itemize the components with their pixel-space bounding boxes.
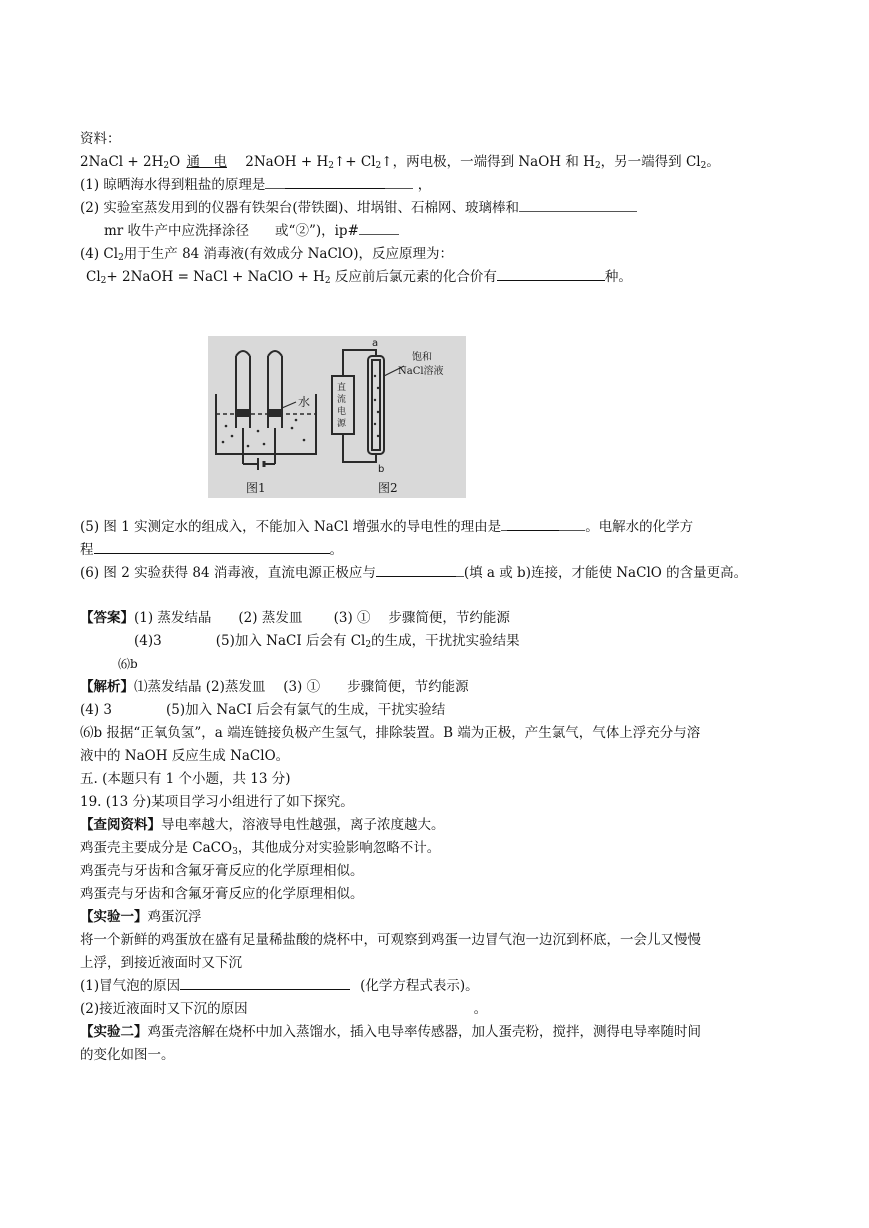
analysis-line-4: 液中的 NaOH 反应生成 NaClO。 (80, 748, 290, 764)
q5-text-b: 。电解水的化学方 (585, 519, 694, 535)
reference-text-1: 导电率越大，溶液导电性越强，离子浓度越大。 (161, 817, 445, 833)
answer-text-2: (4)3 (5)加入 NaCI 后会有 Cl (134, 633, 366, 649)
apparatus-figure (208, 336, 466, 498)
eq-left: 2NaCl + 2H (80, 154, 164, 170)
reference-text-2a: 鸡蛋壳主要成分是 CaCO (80, 840, 233, 856)
q6-text-b: (填 a 或 b)连接，才能使 NaClO 的含量更高。 (463, 565, 748, 581)
exp1-q1-text: (1)冒气泡的原因 (80, 978, 181, 994)
question-4-equation (86, 268, 632, 290)
q5-text-d: 。 (329, 542, 343, 558)
experiment-1-question-1 (80, 977, 479, 995)
q3-text-b: 或“②”)，ip# (275, 223, 359, 239)
answer-blank (285, 176, 385, 189)
eq-left2: O (169, 154, 181, 170)
sub: 3 (232, 847, 238, 857)
question-4 (80, 245, 453, 267)
experiment-1-text-2: 上浮，到接近液面时又下沉 (80, 955, 242, 971)
experiment-2-line-2: 的变化如图一。 (80, 1047, 175, 1063)
blank (265, 176, 285, 189)
analysis-line-1 (80, 678, 469, 696)
question-3 (104, 222, 399, 240)
figure-2-label: 图2 (378, 481, 398, 495)
q6-text-a: (6) 图 2 实验获得 84 消毒液，直流电源正极应与 (80, 565, 376, 581)
figure-1-label: 图1 (246, 481, 266, 495)
eq-sub: 2 (163, 161, 170, 171)
q4-text-b: 用于生产 84 消毒液(有效成分 NaClO)，反应原理为： (123, 246, 453, 262)
experiment-1-text-1: 将一个新鲜的鸡蛋放在盛有足量稀盐酸的烧杯中，可观察到鸡蛋一边冒气泡一边沉到杯底，一会儿又慢慢 (80, 932, 701, 948)
q5-text-a: (5) 图 1 实测定水的组成入，不能加入 NaCl 增强水的导电性的理由是 (80, 519, 502, 535)
reference-label: 【查阅资料】 (80, 817, 161, 833)
analysis-text-1: ⑴蒸发结晶 (2)蒸发皿 (3) ① 步骤简便，节约能源 (134, 679, 469, 695)
blank (559, 518, 585, 531)
experiment-2-label: 【实验二】 (80, 1024, 148, 1040)
q4-eq-d: 种。 (604, 269, 632, 285)
reference-line-1 (80, 816, 445, 834)
eq-sub: 2 (375, 161, 382, 171)
answer-text-1: (1) 蒸发结晶 (2) 蒸发皿 (3) ① 步骤简便，节约能源 (134, 610, 510, 626)
analysis-label: 【解析】 (80, 679, 134, 695)
answer-line-1 (80, 609, 510, 627)
analysis-line-3: ⑹b 报据“正氧负氢”，a 端连链接负极产生氢气，排除装置。B 端为正极，产生氯气，气体上浮充分与溶 (80, 725, 701, 741)
power-label-3: 电 (337, 407, 347, 417)
sub: 2 (100, 276, 107, 286)
question-1 (80, 176, 431, 194)
answer-blank (94, 541, 330, 554)
sub: 2 (324, 276, 331, 286)
electrolysis-equation (80, 153, 720, 175)
reference-line-3: 鸡蛋壳与牙齿和含氟牙膏反应的化学原理相似。 (80, 863, 364, 879)
eq-right: 2NaOH + H (245, 154, 329, 170)
experiment-1-question-2 (80, 1000, 487, 1018)
answer-blank (507, 518, 559, 531)
blank (385, 176, 413, 189)
question-19: 19. (13 分)某项目学习小组进行了如下探究。 (80, 794, 354, 810)
experiment-2-text-1: 鸡蛋壳溶解在烧杯中加入蒸馏水，插入电导率传感器，加人蛋壳粉，搅拌，测得电导率随时间 (147, 1024, 701, 1040)
reference-line-2 (80, 839, 440, 861)
eq-right3: ↑，两电极，一端得到 NaOH 和 H (381, 154, 595, 170)
power-label-1: 直 (337, 383, 347, 393)
answer-blank (519, 199, 637, 212)
q4-eq-b: + 2NaOH = NaCl + NaClO + H (106, 269, 325, 285)
reference-text-2b: ，其他成分对实验影响忽略不计。 (237, 840, 441, 856)
experiment-2-line-1 (80, 1023, 701, 1041)
experiment-1-heading (80, 908, 202, 926)
eq-sub: 2 (594, 161, 601, 171)
q3-text-a: mr 收牛产中应洗择涂径 (104, 223, 250, 239)
question-5 (80, 518, 693, 536)
section-title: 五. (本题只有 1 个小题，共 13 分) (80, 771, 291, 787)
answer-line-2 (134, 632, 520, 654)
q4-eq-a: Cl (86, 269, 101, 285)
reference-line-4: 鸡蛋壳与牙齿和含氟牙膏反应的化学原理相似。 (80, 886, 364, 902)
question-6 (80, 564, 747, 582)
answer-blank (180, 977, 350, 990)
eq-end: 。 (706, 154, 720, 170)
experiment-1-label: 【实验一】 (80, 909, 148, 925)
water-label: 水 (298, 395, 311, 409)
material-heading: 资料： (80, 131, 121, 147)
answer-blank (359, 222, 399, 235)
eq-condition: 通 电 (186, 154, 227, 170)
experiment-1-title: 鸡蛋沉浮 (147, 909, 202, 925)
exp1-q2-text: (2)接近液面时又下沉的原因 (80, 1001, 248, 1017)
sub: 2 (365, 640, 372, 650)
eq-right2: ↑+ Cl (333, 154, 376, 170)
eq-sub: 2 (328, 161, 334, 171)
saturated-label: 饱和 (412, 352, 432, 363)
q2-text: (2) 实验室蒸发用到的仪器有铁架台(带铁圈)、坩埚钳、石棉网、玻璃棒和 (80, 200, 519, 216)
question-2 (80, 199, 637, 217)
answer-label: 【答案】 (80, 610, 134, 626)
sub: 2 (118, 253, 124, 263)
eq-sub: 2 (700, 161, 707, 171)
nacl-solution-label: NaCl溶液 (398, 366, 444, 377)
q4-text-a: (4) Cl (80, 246, 119, 262)
q1-tail: ， (413, 177, 432, 193)
power-label-4: 源 (337, 419, 347, 429)
answer-blank (376, 564, 456, 577)
exp1-q2-tail: 。 (473, 1001, 488, 1017)
eq-right4: ，另一端得到 Cl (600, 154, 701, 170)
apparatus-illustration (208, 336, 466, 498)
power-label-2: 流 (337, 395, 347, 405)
answer-text-2b: 的生成，干扰扰实验结果 (371, 633, 520, 649)
label-a: a (372, 338, 379, 349)
q1-text: (1) 晾晒海水得到粗盐的原理是 (80, 177, 266, 193)
exp1-q1-tail: (化学方程式表示)。 (360, 978, 479, 994)
analysis-line-2: (4) 3 (5)加入 NaCI 后会有氯气的生成，干扰实验结 (80, 702, 446, 718)
answer-blank (497, 268, 605, 281)
answer-line-3: ⑹b (118, 657, 138, 671)
blank (456, 564, 464, 577)
label-b: b (378, 464, 385, 475)
question-5-cont (80, 541, 343, 559)
q4-eq-c: 反应前后氯元素的化合价有 (330, 269, 497, 285)
q5-text-c: 程 (80, 542, 94, 558)
